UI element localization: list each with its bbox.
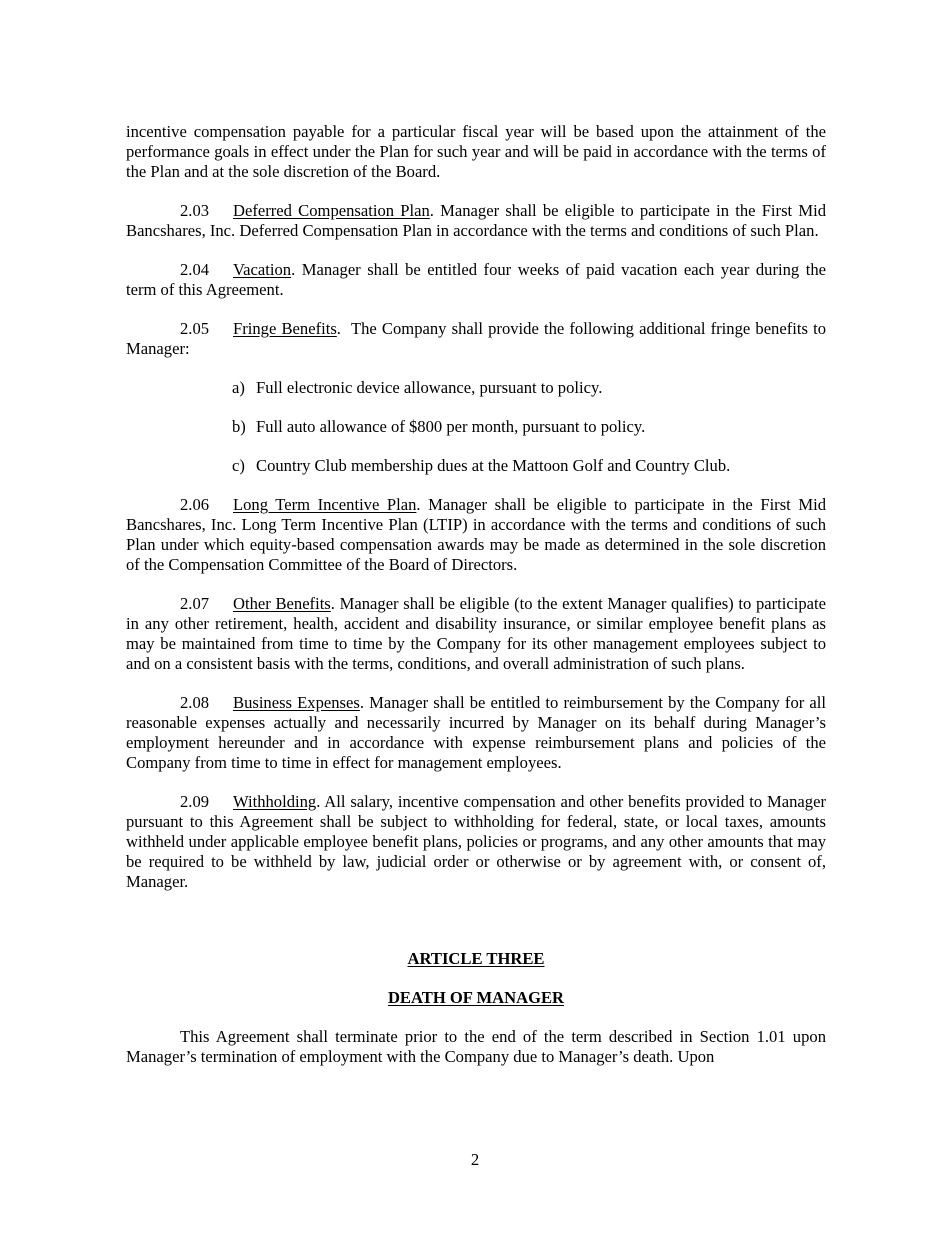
section-number: 2.07	[180, 594, 210, 613]
intro-paragraph: incentive compensation payable for a particular fiscal year will be based upon the attainment of the performance goals in effect under the Plan for such year and will be paid in accordance with the terms of the Plan and at the sole discretion of the Board.	[126, 122, 826, 181]
list-letter: a)	[232, 378, 245, 397]
fringe-list-item	[232, 417, 826, 437]
section-2-05: 2.05 Fringe Benefits. The Company shall provide the following additional fringe benefits to Manager:	[126, 319, 826, 358]
section-text: Manager shall be eligible to participate in the First Mid Bancshares, Inc. Deferred Compensation Plan in accordance with the terms and conditions of such Plan.	[126, 201, 827, 240]
section-text: Manager shall be eligible (to the extent Manager qualifies) to participate in any other retirement, health, accident and disability insurance, or similar employee benefit plans as may be maintained from time to time by the Company for its other management employees subject to and on a consistent basis with the terms, conditions, and overall administration of such plans.	[126, 594, 826, 673]
article-subheading: DEATH OF MANAGER	[387, 988, 565, 1007]
section-text: Manager shall be eligible to participate in the First Mid Bancshares, Inc. Long Term Incentive Plan (LTIP) in accordance with the terms and conditions of such Plan under which equity-based compensation awards may be made as determined in the sole discretion of the Compensation Committee of the Board of Directors.	[126, 495, 826, 574]
section-title: Long Term Incentive Plan	[233, 495, 417, 514]
section-2-03: 2.03 Deferred Compensation Plan. Manager shall be eligible to participate in the First Mid Bancshares, Inc. Deferred Compensation Plan in accordance with the terms and conditions of such Plan.	[126, 201, 827, 240]
section-title: Business Expenses	[233, 693, 360, 712]
list-text: Country Club membership dues at the Mattoon Golf and Country Club.	[256, 456, 731, 475]
section-number: 2.06	[180, 495, 210, 514]
section-2-04: 2.04 Vacation. Manager shall be entitled four weeks of paid vacation each year during the term of this Agreement.	[126, 260, 826, 299]
article-paragraph: This Agreement shall terminate prior to the end of the term described in Section 1.01 upon Manager’s termination of employment with the Company due to Manager’s death. Upon	[126, 1027, 826, 1066]
section-text: Manager shall be entitled to reimbursement by the Company for all reasonable expenses actually and necessarily incurred by Manager on its behalf during Manager’s employment hereunder and in accordance with expense reimbursement plans and policies of the Company from time to time in effect for management employees.	[126, 693, 826, 772]
list-letter: b)	[232, 417, 246, 436]
section-title: Fringe Benefits	[233, 319, 337, 338]
section-2-09: 2.09 Withholding. All salary, incentive compensation and other benefits provided to Manager pursuant to this Agreement shall be subject to withholding for federal, state, or local taxes, amounts withheld under applicable employee benefit plans, policies or programs, and any other amounts that may be required to be withheld by law, judicial order or otherwise or by agreement with, or consent of, Manager.	[126, 792, 826, 891]
fringe-list-item	[232, 456, 826, 476]
section-number: 2.05	[180, 319, 210, 338]
list-text: Full electronic device allowance, pursuant to policy.	[256, 378, 603, 397]
section-2-08: 2.08 Business Expenses. Manager shall be entitled to reimbursement by the Company for all reasonable expenses actually and necessarily incurred by Manager on its behalf during Manager’s employment hereunder and in accordance with expense reimbursement plans and policies of the Company from time to time in effect for management employees.	[126, 693, 826, 772]
section-text: Manager shall be entitled four weeks of paid vacation each year during the term of this Agreement.	[126, 260, 826, 299]
section-2-06: 2.06 Long Term Incentive Plan. Manager shall be eligible to participate in the First Mid Bancshares, Inc. Long Term Incentive Plan (LTIP) in accordance with the terms and conditions of such Plan under which equity-based compensation awards may be made as determined in the sole discretion of the Compensation Committee of the Board of Directors.	[126, 495, 826, 574]
section-title: Vacation	[233, 260, 292, 279]
article-heading: ARTICLE THREE	[407, 949, 545, 968]
section-text: The Company shall provide the following additional fringe benefits to Manager:	[126, 319, 826, 358]
document-body	[126, 122, 826, 1067]
fringe-list-item	[232, 378, 826, 398]
section-title: Other Benefits	[233, 594, 331, 613]
section-number: 2.03	[180, 201, 210, 220]
section-2-07: 2.07 Other Benefits. Manager shall be eligible (to the extent Manager qualifies) to participate in any other retirement, health, accident and disability insurance, or similar employee benefit plans as may be maintained from time to time by the Company for its other management employees subject to and on a consistent basis with the terms, conditions, and overall administration of such plans.	[126, 594, 826, 673]
section-number: 2.09	[180, 792, 210, 811]
spacer	[126, 911, 826, 949]
section-title: Withholding	[233, 792, 317, 811]
section-title: Deferred Compensation Plan	[233, 201, 430, 220]
list-text: Full auto allowance of $800 per month, pursuant to policy.	[256, 417, 646, 436]
list-letter: c)	[232, 456, 245, 475]
section-number: 2.04	[180, 260, 210, 279]
page-number: 2	[470, 1150, 480, 1169]
section-text: All salary, incentive compensation and other benefits provided to Manager pursuant to this Agreement shall be subject to withholding for federal, state, or local taxes, amounts withheld under applicable employee benefit plans, policies or programs, and any other amounts that may be required to be withheld by law, judicial order or otherwise or by agreement with, or consent of, Manager.	[126, 792, 826, 891]
section-number: 2.08	[180, 693, 210, 712]
